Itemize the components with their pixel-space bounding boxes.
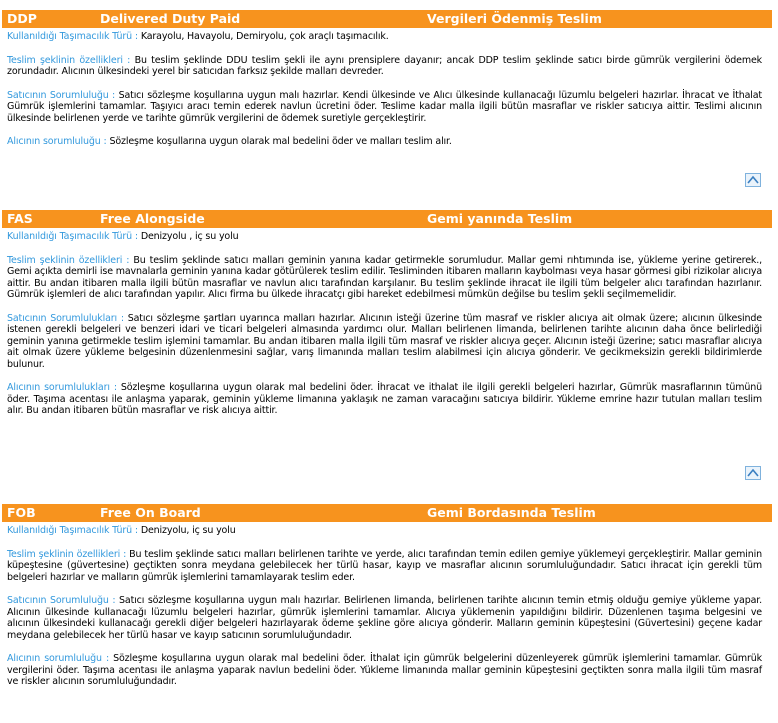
transport-type-text: Karayolu, Havayolu, Demiryolu, çok araçlı taşımacılık.: [140, 31, 389, 42]
term-english-name: Free On Board: [100, 505, 201, 520]
term-english-name: Free Alongside: [100, 211, 205, 226]
buyer-responsibility-text: Sözleşme koşullarına uygun olarak mal bedelini öder. İhracat ve ithalat ile ilgili gerekli belgeleri hazırlar, Gümrük masraflarının tümünü öder. Taşıma acentası ile anlaşma yaparak, geminin yükleme limanına yaklaşık ne zaman varacağını satıcıya bildirir. Yükleme emrine hazır tutulan malları teslim alır. Bu andan itibaren bütün masraflar ve risk alıcıya aittir.: [7, 382, 762, 416]
seller-responsibility-text: Satıcı sözleşme koşullarına uygun malı hazırlar. Belirlenen limanda, belirlenen tarihte alıcının temin etmiş olduğu gemiye yükleme yapar. Alıcının ülkesinde kullanacağı lüzumlu belgeleri hazırlar, gümrük işlemlerini tamamlar. Alıcıya yüklemenin yapıldığını bildirir. Düzenlenen taşıma belgesini ve alıcının ülkesindeki kullanacağı gerekli diğer belgeleri hazırlayarak ödeme şekline göre alıcıya gönderir. Malların geminin küpeştesini (Güvertesini) geçene kadar meydana gelebilecek her türlü hasar ve kayıp satıcının sorumluluğundadır.: [7, 595, 762, 641]
seller-responsibility-paragraph: [7, 595, 762, 641]
buyer-responsibility-paragraph: [7, 382, 762, 417]
features-label: Teslim şeklinin özellikleri :: [7, 548, 127, 560]
features-text: Bu teslim şeklinde DDU teslim şekli ile aynı prensiplere dayanır; ancak DDP teslim şeklinde satıcı birde gümrük vergilerini ödemek zorundadır. Alıcının ülkesindeki yerel bir satıcıdan farksız şekilde malları devreder.: [7, 54, 763, 77]
buyer-responsibility-text: Sözleşme koşullarına uygun olarak mal bedelini öder ve malları teslim alır.: [109, 136, 452, 147]
transport-type-label: Kullanıldığı Taşımacılık Türü :: [7, 31, 138, 42]
seller-responsibility-text: Satıcı sözleşme şartları uyarınca malları hazırlar. Alıcının isteği üzerine tüm masraf ve riskler alıcıya ait olmak üzere; alıcının ülkesinde istenen gerekli belgeleri ve benzeri idari ve ticari belgeleri almasında yardımcı olur. Malları belirlenen limanda, belirlenen tarihte alıcının daha önce belirlediği geminin yanına getirmekle teslim işlemini tamamlar. Bu andan itibaren malla ilgili tüm masraf ve riskler alıcıya geçer. Alıcının isteği üzerine; satıcı masraflar alıcıya ait olmak üzere yükleme belgesinin düzenlenmesini sağlar, varış limanında malları teslim alabilmesi için alıcıya gönderir. Ve gecikmeksizin gerekli bildirimlerde bulunur.: [7, 312, 762, 370]
features-paragraph: [7, 549, 762, 584]
features-text: Bu teslim şeklinde satıcı malları belirlenen tarihte ve yerde, alıcı tarafından temin edilen gemiye yüklemeyi gerçekleştirir. Mallar geminin küpeştesine (güvertesine) geçtikten sonra meydana gelebilecek her türlü hasar, kayıp ve masraflar alıcının sorumluluğundadır. Satıcı ihracat için gerekli tüm belgeleri hazırlar ve malların gümrük işlemlerini tamamlayarak teslim eder.: [7, 548, 762, 583]
seller-responsibility-label: Satıcının Sorumluluğu :: [7, 89, 116, 101]
term-turkish-name: Gemi Bordasında Teslim: [427, 505, 596, 520]
back-to-top-icon[interactable]: [745, 173, 761, 187]
term-english-name: Delivered Duty Paid: [100, 11, 241, 26]
buyer-responsibility-label: Alıcının sorumlulukları :: [7, 382, 117, 393]
transport-type-paragraph: [7, 31, 762, 43]
seller-responsibility-label: Satıcının Sorumlulukları :: [7, 312, 124, 324]
term-abbreviation: FOB: [7, 505, 36, 520]
features-text: Bu teslim şeklinde satıcı malları geminin yanına kadar getirmekle sorumludur. Mallar gemi rıhtımında ise, yükleme yerine getirerek., Gemi açıkta demirli ise mavnalarla geminin yanına kadar götürülerek teslim edilir. Tesliminden itibaren malların kaybolması veya hasar görmesi gibi rizikolar alıcıya aittir. Bu andan itibaren malla ilgili bütün masraflar ve navlun alıcı tarafından karşılanır. Bu teslim şeklinde ihracat ile ilgili tüm belgeler alıcı tarafından hazırlanır. Gümrük işlemleri de alıcı tarafından yapılır. Alıcı firma bu ülkede ihracatçı gibi hareket edebilmesi mümkün değilse bu teslim şekli seçilmemelidir.: [7, 254, 763, 300]
seller-responsibility-paragraph: [7, 90, 762, 125]
transport-type-text: Denizyolu , iç su yolu: [140, 231, 239, 242]
transport-type-label: Kullanıldığı Taşımacılık Türü :: [7, 231, 138, 242]
buyer-responsibility-paragraph: [7, 653, 762, 688]
term-abbreviation: FAS: [7, 211, 33, 226]
features-label: Teslim şeklinin özellikleri :: [7, 54, 131, 66]
section-header-fas: [2, 210, 772, 228]
buyer-responsibility-paragraph: [7, 136, 762, 148]
seller-responsibility-text: Satıcı sözleşme koşullarına uygun malı hazırlar. Kendi ülkesinde ve Alıcı ülkesinde kullanacağı lüzumlu belgeleri hazırlar. İhracat ve İthalat Gümrük işlemlerini tamamlar. Taşıyıcı aracı temin ederek navlun ücretini öder. Teslime kadar malla ilgili bütün masraflar ve riskler satıcıya aittir. Teslimi alıcının ülkesinde belirlenen yerde ve tarihte gümrük vergilerini de ödemek suretiyle gerçekleştirir.: [7, 89, 762, 124]
buyer-responsibility-text: Sözleşme koşullarına uygun olarak mal bedelini öder. İthalat için gümrük belgelerini düzenleyerek gümrük işlemlerini tamamlar. Gümrük vergilerini öder. Taşıma acentası ile anlaşma yaparak navlun bedelini öder. Yükleme limanında mallar geminin küpeştesini geçtikten sonra malla ilgili tüm masraf ve riskler alıcının sorumluluğundadır.: [7, 653, 763, 687]
seller-responsibility-paragraph: [7, 313, 762, 371]
buyer-responsibility-label: Alıcının sorumluluğu :: [7, 653, 110, 664]
back-to-top-icon[interactable]: [745, 466, 761, 480]
features-paragraph: [7, 255, 762, 301]
section-fob: [2, 504, 772, 688]
section-ddp: [2, 10, 772, 148]
section-header-fob: [2, 504, 772, 522]
section-header-ddp: [2, 10, 772, 28]
term-turkish-name: Gemi yanında Teslim: [427, 211, 573, 226]
features-label: Teslim şeklinin özellikleri :: [7, 254, 130, 266]
transport-type-label: Kullanıldığı Taşımacılık Türü :: [7, 525, 138, 536]
buyer-responsibility-label: Alıcının sorumluluğu :: [7, 136, 107, 147]
seller-responsibility-label: Satıcının Sorumluluğu :: [7, 595, 116, 606]
features-paragraph: [7, 55, 762, 78]
transport-type-text: Denizyolu, iç su yolu: [140, 525, 236, 536]
section-fas: [2, 210, 772, 417]
transport-type-paragraph: [7, 231, 762, 243]
term-abbreviation: DDP: [7, 11, 37, 26]
transport-type-paragraph: [7, 525, 762, 537]
term-turkish-name: Vergileri Ödenmiş Teslim: [427, 11, 602, 26]
